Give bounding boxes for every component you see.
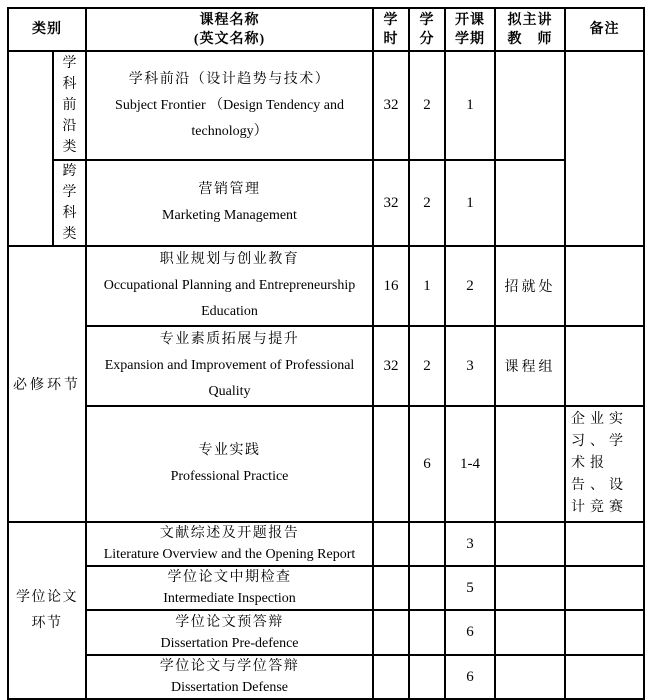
table-row (8, 655, 644, 699)
lecturer-cell (495, 655, 565, 699)
hours-cell (373, 406, 409, 522)
header-row (8, 8, 644, 51)
credits-cell (409, 610, 445, 655)
course-en: Subject Frontier （Design Tendency and technology） (115, 97, 344, 139)
course-name-cell (86, 566, 373, 610)
hours-cell: 32 (373, 51, 409, 160)
course-name-cell (86, 51, 373, 160)
course-zh: 专业实践 (198, 443, 261, 458)
table-row (8, 246, 644, 326)
category-cell-interdisciplinary (53, 160, 86, 246)
remarks-cell: 企业实习、学术报告、设计竞赛 (565, 406, 644, 522)
credits-cell: 2 (409, 326, 445, 406)
lecturer-cell (495, 406, 565, 522)
col-header-course-name (86, 8, 373, 51)
course-name-cell (86, 160, 373, 246)
course-header-line1: 课程名称 (199, 12, 260, 28)
curriculum-table (7, 7, 645, 700)
course-en: Literature Overview and the Opening Report (103, 547, 356, 562)
course-zh: 专业素质拓展与提升 (159, 332, 300, 347)
col-header-lecturer (495, 8, 565, 51)
course-zh: 营销管理 (198, 182, 261, 197)
remarks-cell (565, 522, 644, 566)
table-row (8, 406, 644, 522)
table-row (8, 566, 644, 610)
col-header-category-label: 类别 (32, 22, 62, 37)
hours-cell (373, 566, 409, 610)
course-en: Dissertation Pre-defence (160, 635, 299, 651)
category-label: 学科前沿类 (62, 56, 77, 155)
term-cell: 3 (445, 326, 495, 406)
category-cell-subject-frontier (53, 51, 86, 160)
hours-cell: 32 (373, 326, 409, 406)
term-cell: 6 (445, 610, 495, 655)
term-cell: 5 (445, 566, 495, 610)
credits-cell: 6 (409, 406, 445, 522)
credits-header-line2: 分 (419, 31, 435, 47)
lecturer-cell (495, 51, 565, 160)
lecturer-cell (495, 566, 565, 610)
course-en: Professional Practice (170, 469, 289, 484)
lecturer-cell (495, 160, 565, 246)
remarks-cell (565, 655, 644, 699)
remarks-cell (565, 246, 644, 326)
term-header-line2: 学期 (455, 31, 485, 47)
credits-cell: 2 (409, 160, 445, 246)
hours-cell: 32 (373, 160, 409, 246)
course-name-cell (86, 655, 373, 699)
table-row (8, 326, 644, 406)
remarks-cell (565, 326, 644, 406)
credits-cell (409, 655, 445, 699)
table-row (8, 610, 644, 655)
course-zh: 学科前沿（设计趋势与技术） (128, 71, 331, 87)
hours-cell (373, 655, 409, 699)
term-cell: 6 (445, 655, 495, 699)
remarks-cell (565, 51, 644, 246)
course-en: Marketing Management (162, 208, 297, 223)
lecturer-header-line1: 拟主讲 (507, 12, 553, 28)
course-zh: 学位论文与学位答辩 (159, 659, 300, 674)
col-header-hours (373, 8, 409, 51)
course-name-cell (86, 326, 373, 406)
remarks-cell (565, 610, 644, 655)
course-zh: 职业规划与创业教育 (159, 252, 300, 267)
category-label: 跨学科类 (62, 164, 77, 242)
course-zh: 学位论文预答辩 (175, 614, 284, 630)
lecturer-cell (495, 610, 565, 655)
category-cell-dissertation (8, 522, 86, 699)
category-spacer-cell (8, 51, 53, 246)
course-name-cell (86, 406, 373, 522)
course-zh: 学位论文中期检查 (167, 570, 292, 585)
lecturer-header-line2: 教 师 (507, 31, 553, 47)
hours-header-line1: 学 (383, 12, 399, 28)
hours-cell (373, 610, 409, 655)
credits-cell: 2 (409, 51, 445, 160)
term-cell: 1-4 (445, 406, 495, 522)
credits-cell (409, 566, 445, 610)
course-en: Occupational Planning and Entrepreneurship Education (103, 278, 356, 319)
term-cell: 1 (445, 51, 495, 160)
remarks-header-label: 备注 (589, 22, 620, 37)
term-cell: 1 (445, 160, 495, 246)
hours-header-line2: 时 (383, 31, 399, 47)
lecturer-cell: 招就处 (495, 246, 565, 326)
credits-cell (409, 522, 445, 566)
curriculum-sheet (7, 7, 645, 700)
course-name-cell (86, 610, 373, 655)
course-zh: 文献综述及开题报告 (159, 526, 300, 541)
col-header-category (8, 8, 86, 51)
col-header-credits (409, 8, 445, 51)
course-header-line2: (英文名称) (193, 31, 266, 47)
credits-cell: 1 (409, 246, 445, 326)
course-name-cell (86, 522, 373, 566)
hours-cell: 16 (373, 246, 409, 326)
category-cell-required: 必修环节 (8, 246, 86, 522)
course-name-cell (86, 246, 373, 326)
term-cell: 2 (445, 246, 495, 326)
col-header-term (445, 8, 495, 51)
lecturer-cell (495, 522, 565, 566)
term-cell: 3 (445, 522, 495, 566)
hours-cell (373, 522, 409, 566)
course-en: Dissertation Defense (170, 680, 289, 695)
remarks-cell (565, 566, 644, 610)
lecturer-cell: 课程组 (495, 326, 565, 406)
table-row (8, 51, 644, 160)
course-en: Intermediate Inspection (163, 591, 296, 606)
category-label: 学位论文环节 (16, 589, 78, 631)
table-row (8, 160, 644, 246)
term-header-line1: 开课 (455, 12, 485, 28)
table-row (8, 522, 644, 566)
course-en: Expansion and Improvement of Professional Quality (104, 358, 355, 399)
col-header-remarks (565, 8, 644, 51)
credits-header-line1: 学 (419, 12, 435, 28)
